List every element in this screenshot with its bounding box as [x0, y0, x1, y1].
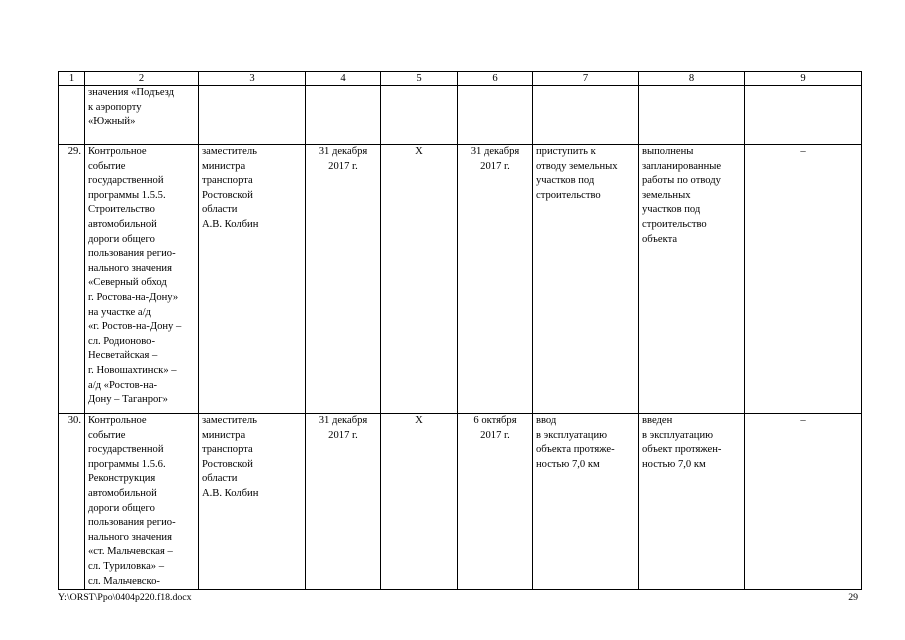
- header-cell: 5: [381, 72, 458, 86]
- col5-cell: [381, 86, 458, 145]
- event-name-cell: значения «Подъезд к аэропорту «Южный»: [85, 86, 199, 145]
- header-cell: 7: [533, 72, 639, 86]
- actual-date-cell: 31 декабря 2017 г.: [458, 145, 533, 414]
- table-row: [59, 86, 862, 145]
- col5-cell: X: [381, 145, 458, 414]
- header-cell: 6: [458, 72, 533, 86]
- page-number: 29: [848, 592, 858, 603]
- footer-file-path: Y:\ORST\Ppo\0404p220.f18.docx: [58, 592, 192, 603]
- header-cell: 8: [639, 72, 745, 86]
- event-name-cell: Контрольное событие государственной программы 1.5.5. Строительство автомобильной дороги общего пользования регио- нального значения «Северный обход г. Ростова-на-Дону» на участке а/д «г. Ростов-на-Дону – сл. Родионово- Несветайская – г. Новошахтинск» – а/д «Ростов-на- Дону – Таганрог»: [85, 145, 199, 414]
- note-cell: [745, 86, 862, 145]
- data-table: [58, 71, 862, 590]
- row-number-cell: [59, 86, 85, 145]
- actual-result-cell: выполнены запланированные работы по отводу земельных участков под строительство объекта: [639, 145, 745, 414]
- responsible-cell: [199, 86, 306, 145]
- actual-date-cell: 6 октября 2017 г.: [458, 414, 533, 590]
- table-row: [59, 414, 862, 590]
- responsible-cell: заместитель министра транспорта Ростовской области А.В. Колбин: [199, 145, 306, 414]
- planned-date-cell: 31 декабря 2017 г.: [306, 414, 381, 590]
- planned-result-cell: ввод в эксплуатацию объекта протяже- ностью 7,0 км: [533, 414, 639, 590]
- row-number-cell: 30.: [59, 414, 85, 590]
- col5-cell: X: [381, 414, 458, 590]
- actual-date-cell: [458, 86, 533, 145]
- header-cell: 4: [306, 72, 381, 86]
- actual-result-cell: [639, 86, 745, 145]
- header-cell: 2: [85, 72, 199, 86]
- table-header-row: [59, 72, 862, 86]
- responsible-cell: заместитель министра транспорта Ростовской области А.В. Колбин: [199, 414, 306, 590]
- actual-result-cell: введен в эксплуатацию объект протяжен- ностью 7,0 км: [639, 414, 745, 590]
- note-cell: –: [745, 145, 862, 414]
- event-name-cell: Контрольное событие государственной программы 1.5.6. Реконструкция автомобильной дороги общего пользования регио- нального значения «ст. Мальчевская – сл. Туриловка» – сл. Мальчевско-: [85, 414, 199, 590]
- note-cell: –: [745, 414, 862, 590]
- planned-result-cell: [533, 86, 639, 145]
- planned-date-cell: 31 декабря 2017 г.: [306, 145, 381, 414]
- header-cell: 3: [199, 72, 306, 86]
- row-number-cell: 29.: [59, 145, 85, 414]
- table-row: [59, 145, 862, 414]
- header-cell: 1: [59, 72, 85, 86]
- planned-date-cell: [306, 86, 381, 145]
- header-cell: 9: [745, 72, 862, 86]
- planned-result-cell: приступить к отводу земельных участков под строительство: [533, 145, 639, 414]
